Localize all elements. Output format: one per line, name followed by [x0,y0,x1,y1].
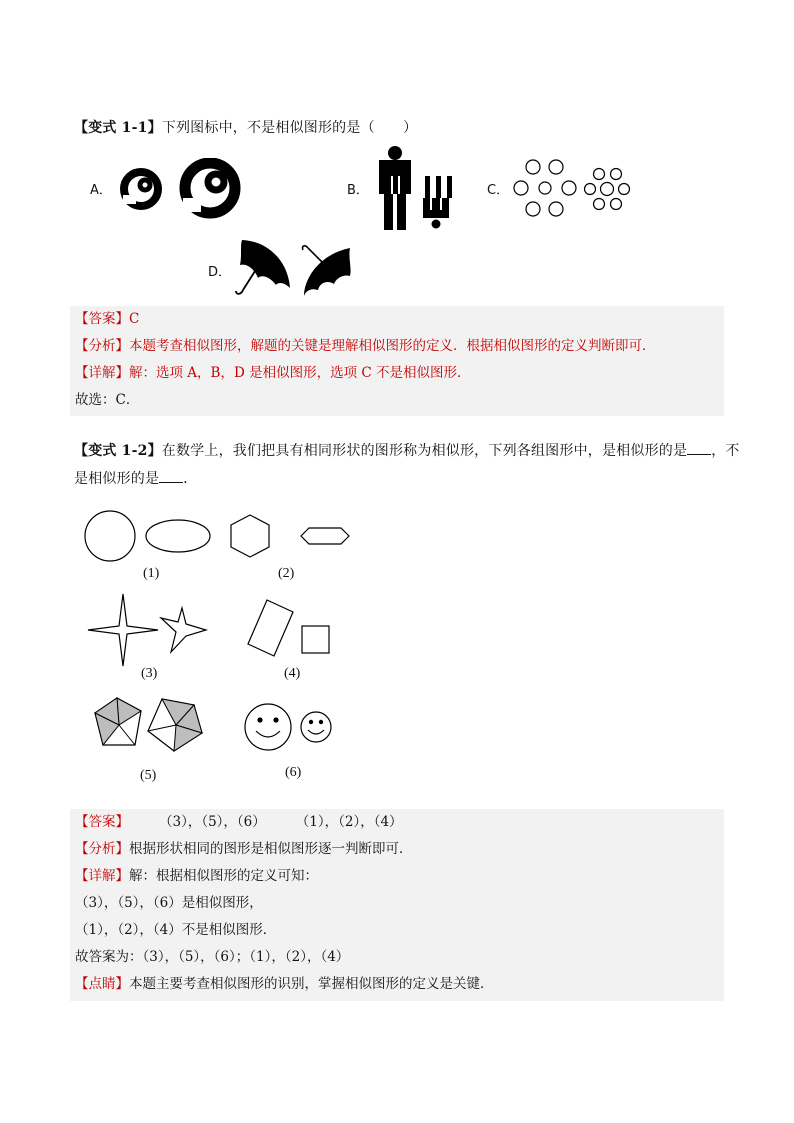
tilted-rectangle-shape [248,600,293,656]
detail-text: 解：选项 A，B，D 是相似图形，选项 C 不是相似图形． [129,365,471,381]
ellipse-shape [146,520,210,552]
caption-5: (5) [140,768,157,783]
question-1-2-stem [74,437,740,493]
option-d-label: D． [208,265,232,280]
caption-3: (3) [141,666,158,681]
answer-tag: 【答案】 [75,311,129,327]
answer-blank-2 [159,468,183,483]
question-text: 下列图标中，不是相似图形的是（ ） [161,120,418,136]
answer-line [75,306,139,332]
question-1-1-stem [74,114,417,142]
question-text-line2: 是相似形的是 [74,471,160,487]
answer-value-b: （1），（2），（4） [295,814,403,830]
figure-row-1 [80,505,360,567]
spiral-icon-large [183,163,235,213]
option-a-figure [115,158,245,222]
comment-tag: 【点睛】 [75,976,129,992]
question-tag: 【变式 1-2】 [74,443,162,459]
option-c-label: C． [487,183,510,198]
smiley-face-small [301,712,331,742]
spiral-icon-small [123,172,158,206]
caption-1: (1) [143,566,160,581]
circle-group-small [585,169,630,210]
question-text-line1: 在数学上，我们把具有相同形状的图形称为相似形，下列各组图形中，是相似形的是 [161,443,688,459]
smiley-face-large [245,704,291,750]
circle-shape [85,511,135,561]
option-a-label: A． [90,183,112,198]
option-d-figure [232,238,356,300]
conclusion-line: 故答案为：（3），（5），（6）；（1），（2），（4） [75,949,350,965]
person-icon-inverted [423,176,452,229]
question-tag: 【变式 1-1】 [74,120,162,136]
detail-line-3: （1），（2），（4）不是相似图形． [75,922,277,938]
umbrella-icon-tilted-left [302,246,350,296]
figure-row-2 [85,592,345,670]
analysis-line [75,836,413,862]
option-b-figure [370,146,460,232]
detail-line-2: （3），（5），（6）是相似图形， [75,895,263,911]
caption-6: (6) [285,765,302,780]
figure-row-3 [92,695,342,757]
analysis-text: 根据形状相同的图形是相似图形逐一判断即可． [129,841,413,857]
person-icon-large [379,146,411,230]
circle-group-large [514,160,576,216]
caption-2: (2) [278,566,295,581]
skewed-star-shape [161,608,206,652]
answer-value-a: （3），（5），（6） [159,814,266,830]
detail-line [75,360,471,386]
umbrella-icon-tilted-right [236,240,290,294]
analysis-tag: 【分析】 [75,338,129,354]
detail-tag: 【详解】 [75,868,129,884]
answer-tag: 【答案】 [75,814,129,830]
analysis-tag: 【分析】 [75,841,129,857]
detail-tag: 【详解】 [75,365,129,381]
answer-blank-1 [687,440,711,455]
option-c-figure [510,156,634,220]
option-b-label: B． [347,183,369,198]
analysis-text: 本题考查相似图形，解题的关键是理解相似图形的定义．根据相似图形的定义判断即可． [129,338,656,354]
hexagon-shape [231,515,269,557]
square-shape [302,626,329,653]
detail-line [75,863,318,889]
caption-4: (4) [284,666,301,681]
question-text-line1-end: ，不 [711,443,740,459]
question-text-line2-end: ． [183,471,198,487]
pentagon-shaded-right [148,699,202,751]
answer-value: C [129,311,140,327]
comment-line [75,971,494,997]
conclusion-line: 故选：C． [75,392,140,408]
comment-text: 本题主要考查相似图形的识别，掌握相似图形的定义是关键． [129,976,494,992]
analysis-line [75,333,656,359]
flat-hexagon-shape [301,528,349,544]
pentagon-shaded-left [95,698,141,745]
detail-text: 解：根据相似图形的定义可知： [129,868,318,884]
four-point-star-shape [88,594,158,666]
answer-line [75,809,403,835]
